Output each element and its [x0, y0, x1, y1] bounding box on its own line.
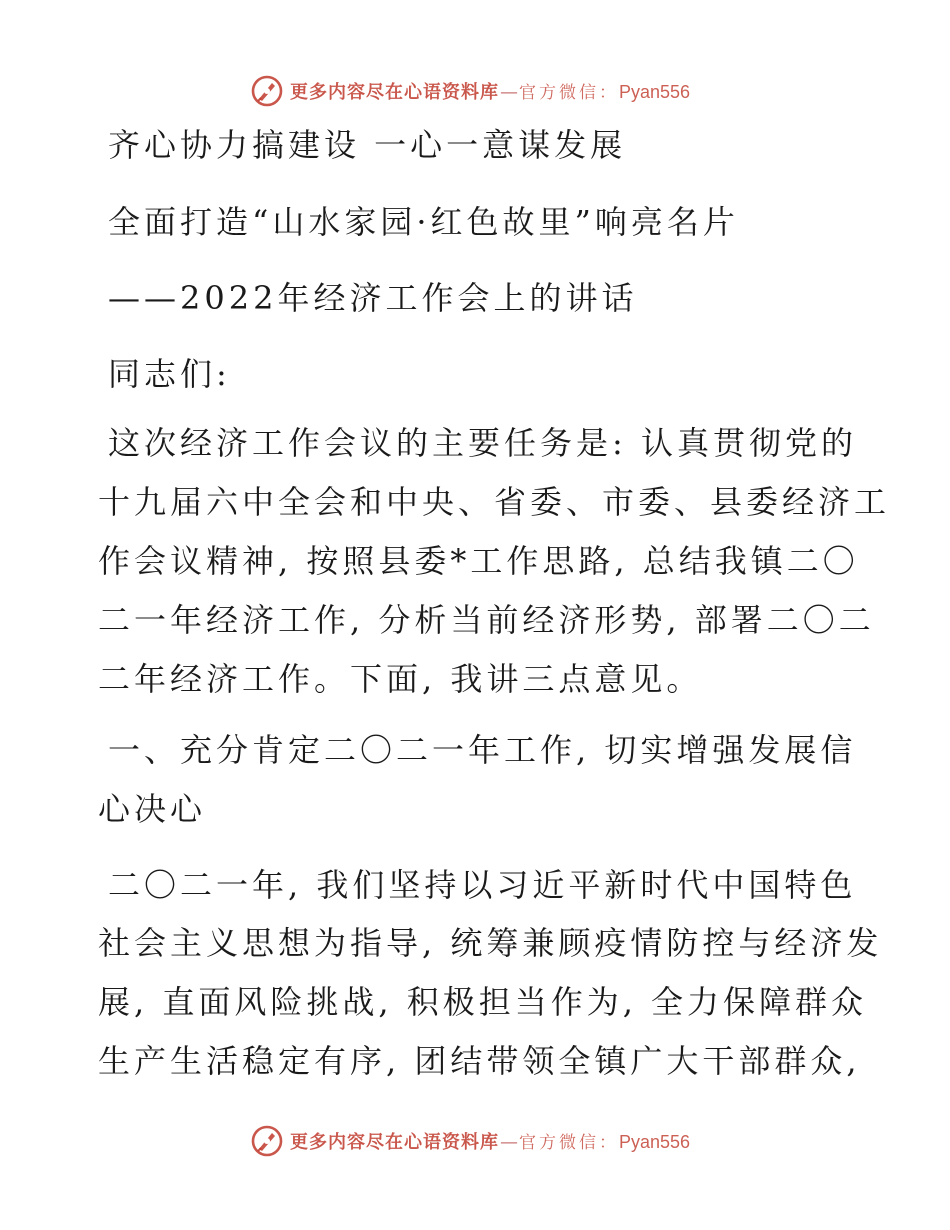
title-line-1: 齐心协力搞建设 一心一意谋发展: [108, 126, 627, 164]
watermark-wechat-id: Pyan556: [618, 1132, 691, 1152]
watermark-main-text: 更多内容尽在心语资料库: [289, 1132, 499, 1153]
watermark-label: 官方微信：: [518, 1133, 619, 1153]
subtitle-line: ——2022年经济工作会上的讲话: [108, 279, 638, 317]
section-heading-1-line: 心决心: [98, 790, 207, 828]
watermark-text: [290, 78, 690, 104]
quill-logo-icon: [250, 1124, 284, 1158]
paragraph-1-line: 作会议精神, 按照县委*工作思路, 总结我镇二〇: [98, 542, 859, 580]
header-watermark: [0, 71, 950, 111]
watermark-main-text: 更多内容尽在心语资料库: [289, 82, 499, 103]
paragraph-1-line: 二一年经济工作, 分析当前经济形势, 部署二〇二: [98, 601, 875, 639]
watermark-separator: —: [499, 82, 518, 103]
paragraph-2-line: 生产生活稳定有序, 团结带领全镇广大干部群众,: [98, 1042, 861, 1080]
quill-logo-icon: [250, 74, 284, 108]
paragraph-2-line: 社会主义思想为指导, 统筹兼顾疫情防控与经济发: [98, 924, 883, 962]
paragraph-1-line: 二年经济工作。下面, 我讲三点意见。: [98, 660, 703, 698]
paragraph-1-line: 十九届六中全会和中央、省委、市委、县委经济工: [98, 483, 891, 521]
watermark-text: [290, 1128, 690, 1154]
footer-watermark: [0, 1121, 950, 1161]
paragraph-1-line: 这次经济工作会议的主要任务是: 认真贯彻党的: [108, 424, 857, 462]
watermark-separator: —: [499, 1132, 518, 1153]
title-line-2: 全面打造“山水家园·红色故里”响亮名片: [108, 203, 739, 241]
paragraph-2-line: 展, 直面风险挑战, 积极担当作为, 全力保障群众: [98, 983, 868, 1021]
watermark-group: [250, 74, 690, 108]
section-heading-1-line: 一、充分肯定二〇二一年工作, 切实增强发展信: [108, 731, 857, 769]
salutation: 同志们:: [108, 355, 231, 393]
watermark-label: 官方微信：: [518, 83, 619, 103]
watermark-wechat-id: Pyan556: [618, 82, 691, 102]
paragraph-2-line: 二〇二一年, 我们坚持以习近平新时代中国特色: [108, 866, 857, 904]
watermark-group: [250, 1124, 690, 1158]
